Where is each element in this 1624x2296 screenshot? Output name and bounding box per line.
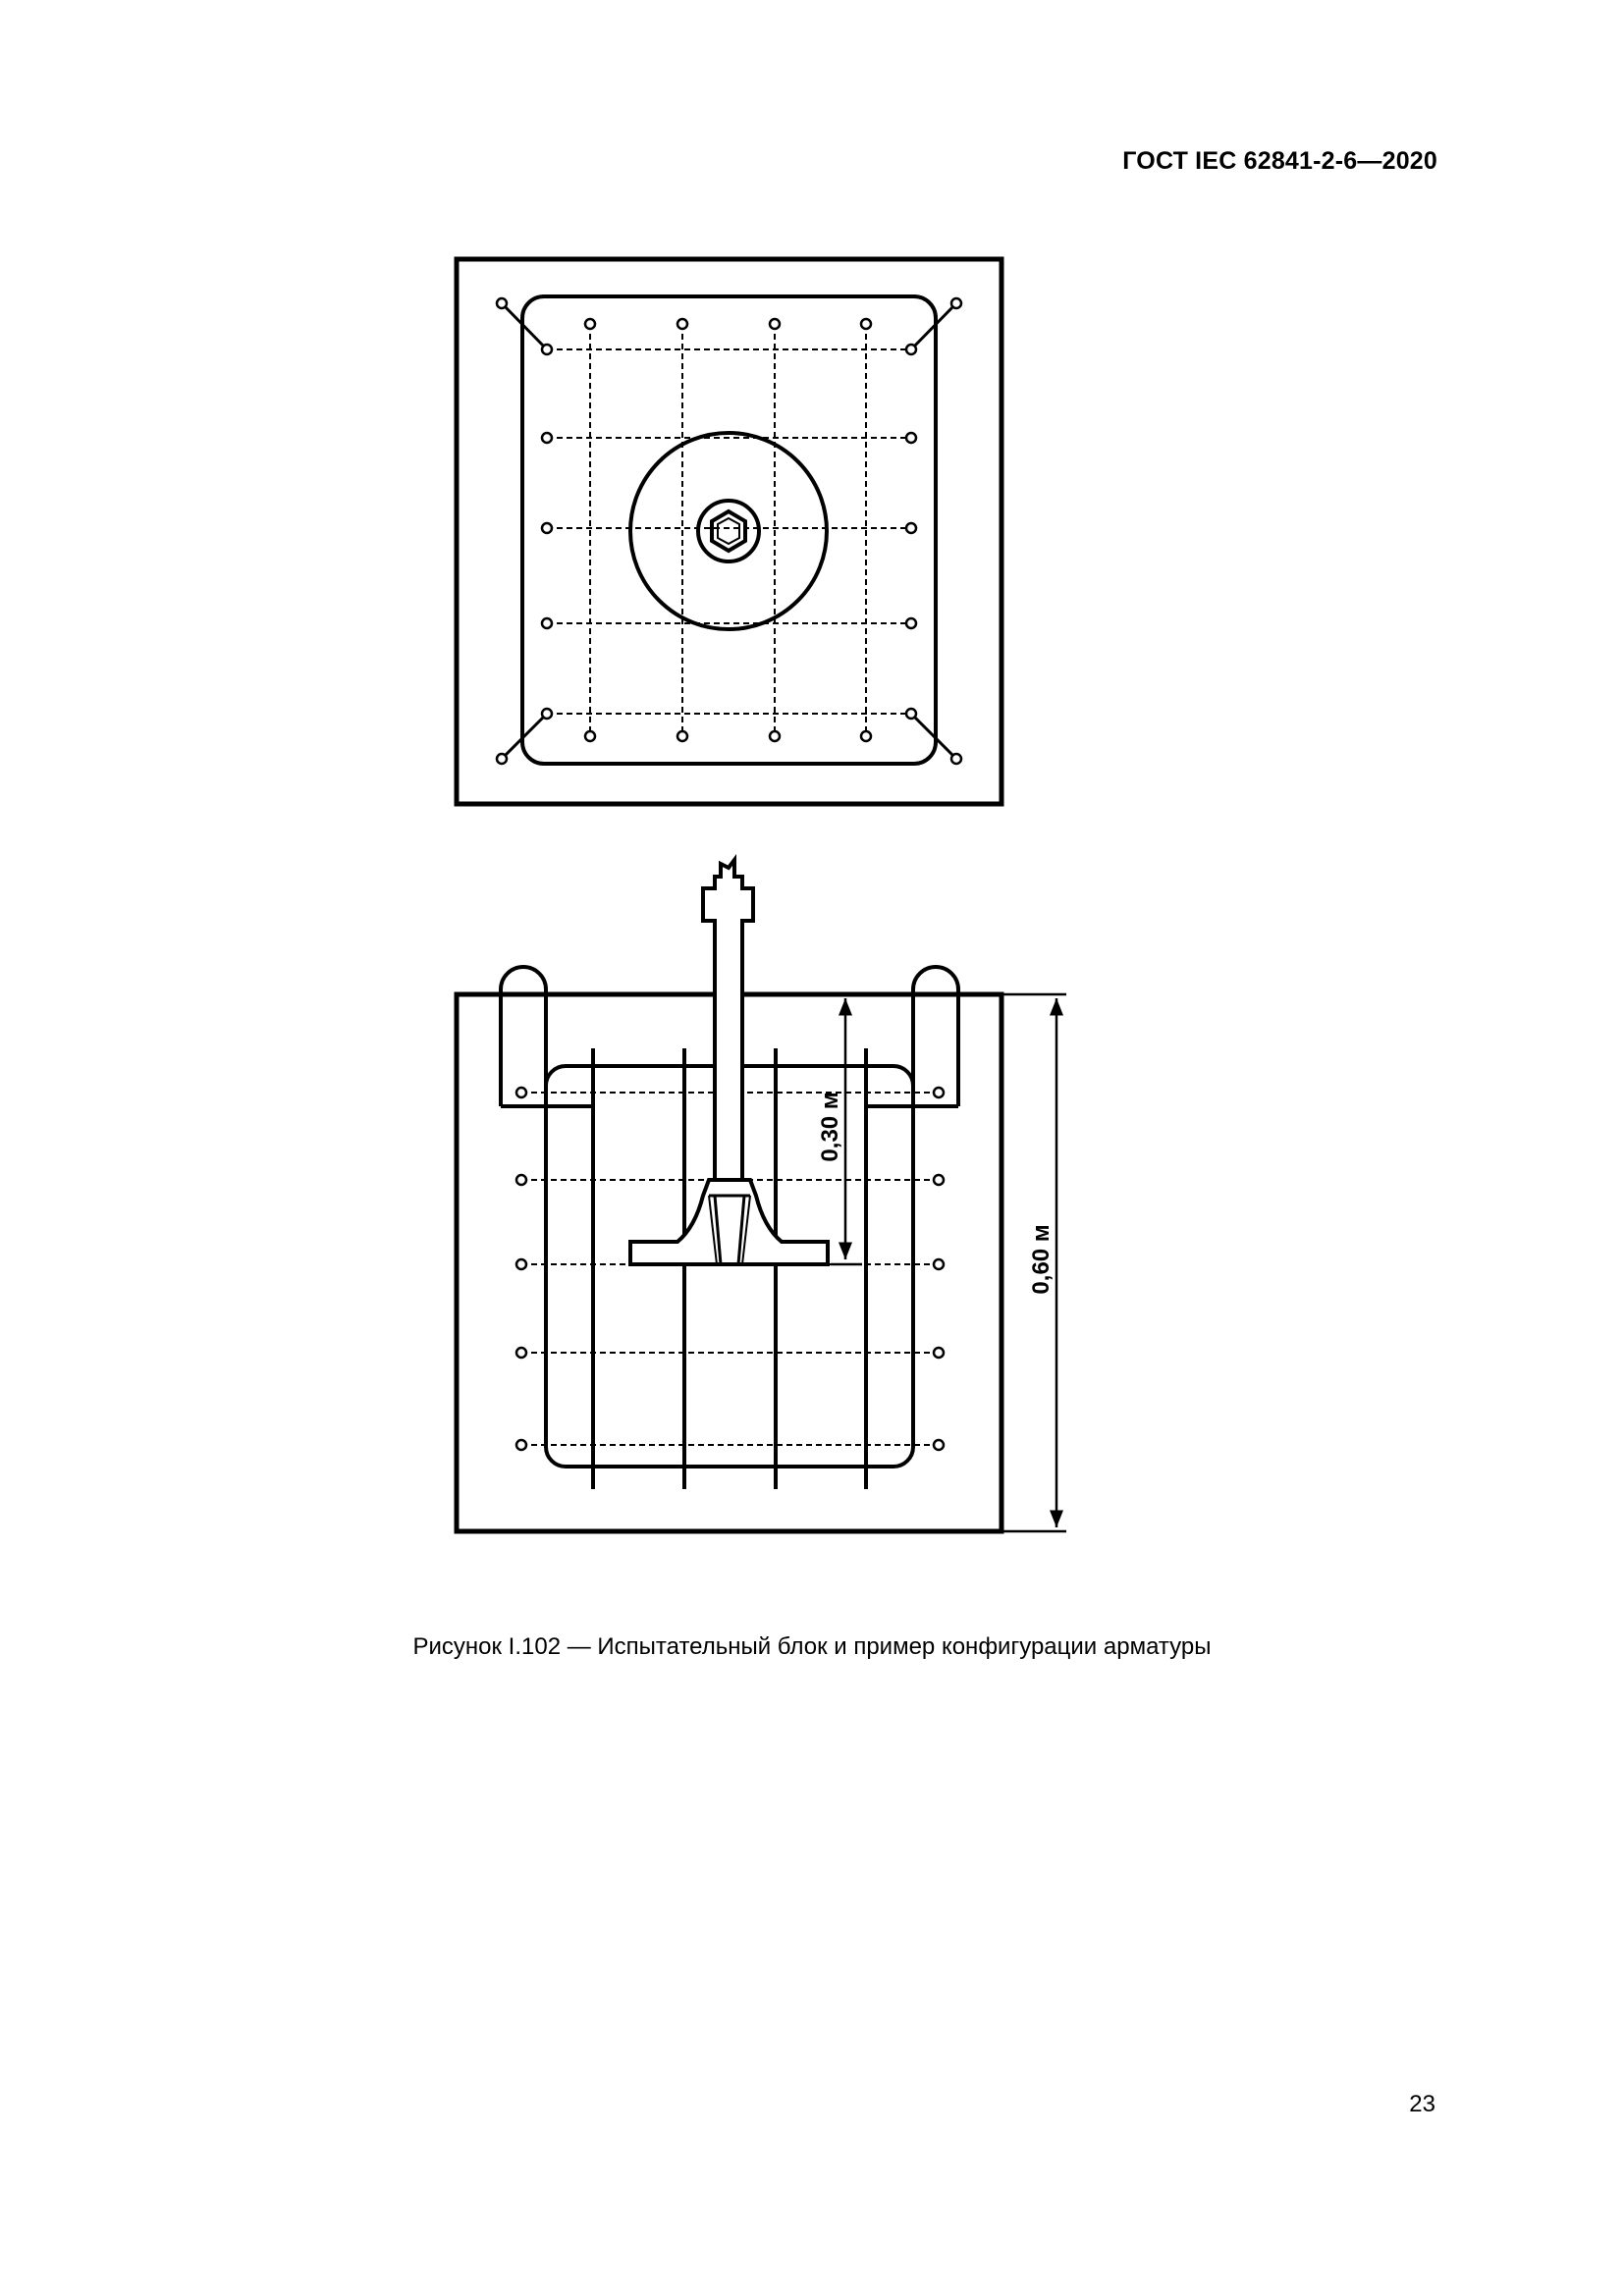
reinforcement-grid — [547, 324, 911, 736]
right-lifting-hook — [913, 967, 958, 1106]
anchor-base — [630, 1180, 828, 1264]
dimension-label-long: 0,60 м — [1028, 1224, 1055, 1295]
top-view — [457, 259, 1001, 804]
standard-code: ГОСТ IEC 62841-2-6—2020 — [1122, 147, 1437, 175]
corner-ties — [502, 303, 956, 759]
page-number: 23 — [1409, 2091, 1435, 2117]
left-lifting-hook — [501, 967, 546, 1106]
reinforcement-frame — [522, 296, 936, 764]
drill-bit — [703, 860, 753, 1180]
side-view — [457, 860, 1066, 1531]
figure-caption: Рисунок I.102 — Испытательный блок и пример конфигурации арматуры — [412, 1633, 1212, 1660]
drill-circle — [630, 433, 827, 629]
dimension-label-short: 0,30 м — [817, 1092, 843, 1162]
endpoint-markers — [497, 298, 961, 764]
